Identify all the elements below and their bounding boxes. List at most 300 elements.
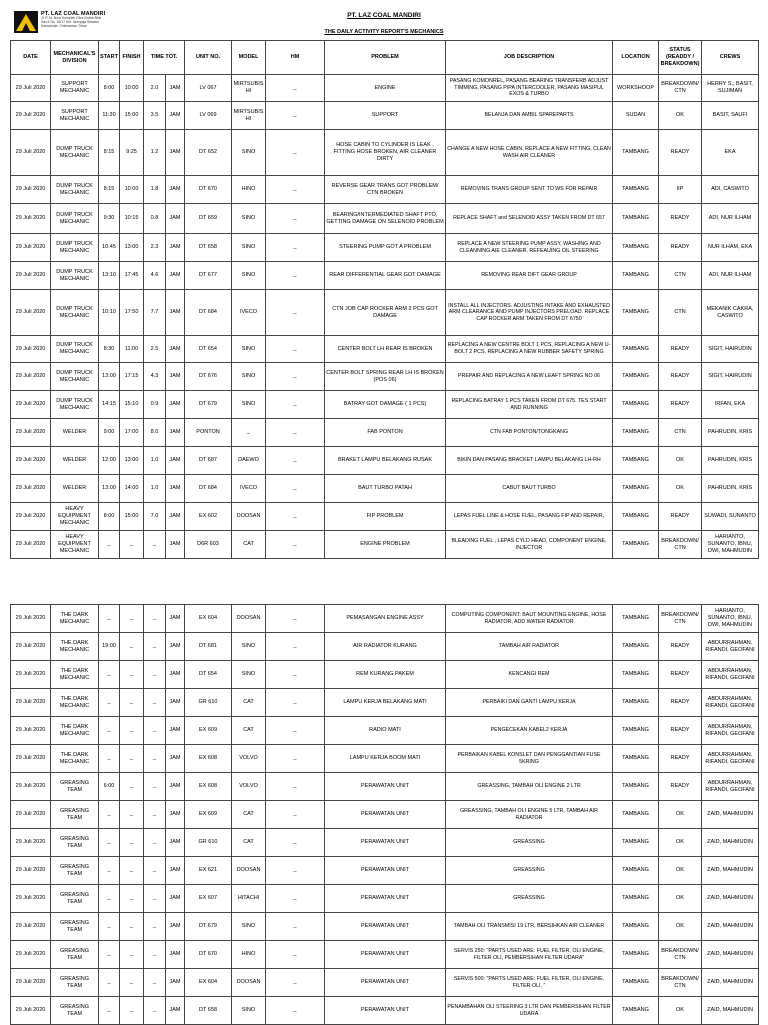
- cell-time-total: _: [144, 885, 166, 913]
- table-row: [11, 204, 759, 234]
- cell-problem: ENGINE PROBLEM: [325, 531, 446, 559]
- cell-status: BREAKDOWN/CTN: [659, 605, 702, 633]
- cell-date: 29 Juli 2020: [11, 503, 51, 531]
- cell-start: 8:15: [99, 130, 120, 176]
- cell-hm: _: [266, 531, 325, 559]
- logo-company-name: PT. LAZ COAL MANDIRI: [41, 11, 106, 17]
- cell-model: SINO: [232, 262, 266, 290]
- cell-model: MIRTSUBISHI: [232, 102, 266, 130]
- cell-problem: BRAKET LAMPU BELAKANG RUSAK: [325, 447, 446, 475]
- cell-status: CTN: [659, 290, 702, 336]
- cell-crews: ZAID, MAHMUDIN: [702, 885, 759, 913]
- logo-company-address: Jl. P. M. Noor Komplek Citra Graha Blok Kav.3 No. 16/17 Kel. Sempaja Selatan Samarinda - Kalimantan Timur: [41, 16, 102, 28]
- cell-division: DUMP TRUCK MECHANIC: [51, 204, 99, 234]
- cell-start: _: [99, 885, 120, 913]
- cell-model: HINO: [232, 176, 266, 204]
- cell-finish: 15:00: [120, 102, 144, 130]
- cell-status: CTN: [659, 262, 702, 290]
- cell-hm: _: [266, 773, 325, 801]
- cell-model: CAT: [232, 717, 266, 745]
- table-row: [11, 633, 759, 661]
- cell-problem: AIR RADIATOR KURANG: [325, 633, 446, 661]
- cell-job-description: REMOVING REAR DIFT GEAR GROUP: [446, 262, 613, 290]
- cell-location: TAMBANG: [613, 363, 659, 391]
- cell-hm: _: [266, 997, 325, 1025]
- cell-unit-no: D6R 603: [185, 531, 232, 559]
- cell-status: OK: [659, 447, 702, 475]
- cell-crews: ABDURRAHMAN, RIFANDI, GEOFANI: [702, 717, 759, 745]
- cell-status: READY: [659, 363, 702, 391]
- cell-model: SINO: [232, 234, 266, 262]
- cell-crews: HERRY S., BASIT, SUJIMAN: [702, 75, 759, 102]
- cell-date: 29 Juli 2020: [11, 689, 51, 717]
- cell-model: DOOSAN: [232, 969, 266, 997]
- cell-time-total: _: [144, 913, 166, 941]
- cell-time-unit: JAM: [166, 75, 185, 102]
- table-row: [11, 503, 759, 531]
- cell-unit-no: EX 607: [185, 885, 232, 913]
- cell-hm: _: [266, 447, 325, 475]
- cell-hm: _: [266, 969, 325, 997]
- table-row: [11, 475, 759, 503]
- cell-status: BREAKDOWN/CTN: [659, 969, 702, 997]
- cell-finish: 15:10: [120, 391, 144, 419]
- cell-time-total: 4.3: [144, 363, 166, 391]
- cell-division: GREASING TEAM: [51, 913, 99, 941]
- cell-hm: _: [266, 204, 325, 234]
- cell-location: TAMBANG: [613, 969, 659, 997]
- cell-division: DUMP TRUCK MECHANIC: [51, 391, 99, 419]
- cell-status: BREAKDOWN/CTN: [659, 531, 702, 559]
- cell-hm: _: [266, 475, 325, 503]
- cell-problem: LAMPU KERJA BELAKANG MATI: [325, 689, 446, 717]
- cell-model: DOOSAN: [232, 605, 266, 633]
- cell-unit-no: DT 654: [185, 336, 232, 363]
- cell-problem: PERAWATAN UNIT: [325, 969, 446, 997]
- cell-finish: 15:00: [120, 503, 144, 531]
- cell-hm: _: [266, 801, 325, 829]
- cell-start: 9:30: [99, 204, 120, 234]
- cell-job-description: PENGECEKAN KABEL2 KERJA: [446, 717, 613, 745]
- cell-job-description: CHANGE A NEW HOSE CABIN, REPLACE A NEW FITTING, CLEAN WASH AIR CLEANER: [446, 130, 613, 176]
- cell-start: 13:00: [99, 363, 120, 391]
- cell-problem: REM KURANG PAKEM: [325, 661, 446, 689]
- cell-time-unit: JAM: [166, 102, 185, 130]
- cell-date: 29 Juli 2020: [11, 391, 51, 419]
- table-row: [11, 336, 759, 363]
- cell-location: TAMBANG: [613, 503, 659, 531]
- cell-time-total: 1.2: [144, 130, 166, 176]
- cell-location: TAMBANG: [613, 130, 659, 176]
- cell-division: WELDER: [51, 447, 99, 475]
- cell-status: READY: [659, 717, 702, 745]
- cell-job-description: GREASSING: [446, 857, 613, 885]
- cell-time-total: _: [144, 969, 166, 997]
- cell-status: READY: [659, 204, 702, 234]
- cell-location: TAMBANG: [613, 336, 659, 363]
- cell-hm: _: [266, 885, 325, 913]
- cell-model: DAEWO: [232, 447, 266, 475]
- table-row: [11, 913, 759, 941]
- cell-finish: 14:00: [120, 475, 144, 503]
- cell-division: DUMP TRUCK MECHANIC: [51, 363, 99, 391]
- cell-unit-no: EX 604: [185, 969, 232, 997]
- cell-location: TAMBANG: [613, 773, 659, 801]
- cell-job-description: SERVIS 500: "PARTS USED ARE: FUEL FILTER, OLI ENGINE, FILTER OLI, ": [446, 969, 613, 997]
- cell-finish: 11:00: [120, 336, 144, 363]
- cell-time-total: 7.7: [144, 290, 166, 336]
- cell-status: READY: [659, 391, 702, 419]
- table-row: [11, 885, 759, 913]
- cell-time-unit: JAM: [166, 829, 185, 857]
- cell-model: VOLVO: [232, 745, 266, 773]
- cell-job-description: GREASSING: [446, 885, 613, 913]
- cell-hm: _: [266, 363, 325, 391]
- cell-crews: HARIANTO, SUNANTO, IBNU, DWI, MAHMUDIN: [702, 605, 759, 633]
- cell-date: 29 Juli 2020: [11, 447, 51, 475]
- cell-crews: ZAID, MAHMUDIN: [702, 913, 759, 941]
- cell-start: _: [99, 745, 120, 773]
- cell-location: TAMBANG: [613, 857, 659, 885]
- cell-date: 29 Juli 2020: [11, 745, 51, 773]
- cell-time-unit: JAM: [166, 661, 185, 689]
- cell-time-unit: JAM: [166, 363, 185, 391]
- cell-division: GREASING TEAM: [51, 801, 99, 829]
- cell-unit-no: DT 652: [185, 130, 232, 176]
- cell-location: TAMBANG: [613, 531, 659, 559]
- cell-division: DUMP TRUCK MECHANIC: [51, 336, 99, 363]
- cell-start: 10:45: [99, 234, 120, 262]
- cell-job-description: TAMBAH AIR RADIATOR: [446, 633, 613, 661]
- cell-time-unit: JAM: [166, 997, 185, 1025]
- cell-status: OK: [659, 829, 702, 857]
- cell-division: SUPPORT MECHANIC: [51, 75, 99, 102]
- cell-finish: _: [120, 857, 144, 885]
- cell-problem: PERAWATAN UNIT: [325, 773, 446, 801]
- cell-date: 29 Juli 2020: [11, 661, 51, 689]
- cell-problem: HOSE CABIN TO CYLINDER IS LEAK , FITTING HOSE BROKEN, AIR CLEANER DIRTY: [325, 130, 446, 176]
- cell-unit-no: LV 069: [185, 102, 232, 130]
- cell-location: TAMBANG: [613, 475, 659, 503]
- cell-unit-no: LV 067: [185, 75, 232, 102]
- cell-problem: PERAWATAN UNIT: [325, 913, 446, 941]
- table-row: [11, 997, 759, 1025]
- table-row: [11, 176, 759, 204]
- cell-crews: ZAID, MAHMUDIN: [702, 801, 759, 829]
- cell-model: CAT: [232, 801, 266, 829]
- cell-job-description: BELANJA DAN AMBIL SPAREPARTS: [446, 102, 613, 130]
- cell-division: THE DARK MECHANIC: [51, 689, 99, 717]
- cell-status: BREAKDOWN/CTN: [659, 75, 702, 102]
- cell-status: READY: [659, 745, 702, 773]
- cell-model: HITACHI: [232, 885, 266, 913]
- cell-crews: ZAID, MAHMUDIN: [702, 969, 759, 997]
- cell-model: SINO: [232, 633, 266, 661]
- cell-time-total: 0.9: [144, 391, 166, 419]
- cell-division: GREASING TEAM: [51, 941, 99, 969]
- cell-division: THE DARK MECHANIC: [51, 633, 99, 661]
- cell-hm: _: [266, 503, 325, 531]
- cell-start: _: [99, 661, 120, 689]
- cell-location: TAMBANG: [613, 941, 659, 969]
- cell-start: _: [99, 531, 120, 559]
- table-row: [11, 689, 759, 717]
- cell-job-description: BIKIN DAN PASANG BRACKET LAMPU BELAKANG LH-RH: [446, 447, 613, 475]
- cell-date: 29 Juli 2020: [11, 773, 51, 801]
- cell-division: DUMP TRUCK MECHANIC: [51, 290, 99, 336]
- cell-division: SUPPORT MECHANIC: [51, 102, 99, 130]
- cell-time-total: _: [144, 605, 166, 633]
- table-row: [11, 419, 759, 447]
- cell-job-description: REPLACE A NEW STEERING PUMP ASSY, WASHING AND CLEANNING AIE CLEANER. REFEAUING OIL STEERING: [446, 234, 613, 262]
- cell-model: SINO: [232, 997, 266, 1025]
- cell-time-total: _: [144, 829, 166, 857]
- cell-finish: _: [120, 661, 144, 689]
- cell-unit-no: DT 681: [185, 633, 232, 661]
- cell-finish: 9:25: [120, 130, 144, 176]
- cell-date: 29 Juli 2020: [11, 102, 51, 130]
- header-location: LOCATION: [613, 41, 659, 75]
- cell-model: _: [232, 419, 266, 447]
- cell-date: 29 Juli 2020: [11, 176, 51, 204]
- cell-time-total: _: [144, 717, 166, 745]
- cell-time-total: 3.5: [144, 102, 166, 130]
- cell-unit-no: DT 670: [185, 176, 232, 204]
- cell-division: DUMP TRUCK MECHANIC: [51, 234, 99, 262]
- cell-time-total: 1.8: [144, 176, 166, 204]
- cell-division: DUMP TRUCK MECHANIC: [51, 176, 99, 204]
- cell-location: TAMBANG: [613, 829, 659, 857]
- cell-status: READY: [659, 773, 702, 801]
- cell-job-description: PENAMBAHAN OLI STEERING 3 LTR DAN PEMBERSIHAN FILTER UDARA: [446, 997, 613, 1025]
- cell-job-description: GREASSING, TAMBAH OLI ENGINE 5 LTR, TAMBAH AIR RADIATOR: [446, 801, 613, 829]
- cell-hm: _: [266, 661, 325, 689]
- cell-division: WELDER: [51, 475, 99, 503]
- cell-division: GREASING TEAM: [51, 885, 99, 913]
- cell-crews: ABDURRAHMAN, RIFANDI, GEOFANI: [702, 661, 759, 689]
- cell-time-total: _: [144, 531, 166, 559]
- cell-crews: PAHRUDIN, KRIS: [702, 447, 759, 475]
- cell-start: _: [99, 717, 120, 745]
- header-crews: CREWS: [702, 41, 759, 75]
- cell-crews: SUWADI, SUNANTO: [702, 503, 759, 531]
- cell-status: READY: [659, 661, 702, 689]
- cell-date: 29 Juli 2020: [11, 336, 51, 363]
- cell-model: SINO: [232, 913, 266, 941]
- cell-location: TAMBANG: [613, 661, 659, 689]
- cell-time-total: 0.8: [144, 204, 166, 234]
- cell-model: SINO: [232, 130, 266, 176]
- cell-finish: 17:00: [120, 419, 144, 447]
- cell-unit-no: DT 684: [185, 475, 232, 503]
- cell-finish: 17:15: [120, 363, 144, 391]
- cell-unit-no: EX 602: [185, 503, 232, 531]
- table-row: [11, 447, 759, 475]
- table-row: [11, 234, 759, 262]
- table-row: [11, 857, 759, 885]
- report-sheet-page-2: [10, 604, 758, 1025]
- table-body-page-1: [11, 75, 759, 559]
- cell-problem: CTN JOB CAP ROCKER ARM 2 PCS GOT DAMAGE: [325, 290, 446, 336]
- cell-problem: PERAWATAN UNIT: [325, 997, 446, 1025]
- header-status: STATUS (READDY / BREAKDOWN): [659, 41, 702, 75]
- cell-time-unit: JAM: [166, 745, 185, 773]
- table-row: [11, 531, 759, 559]
- cell-time-total: _: [144, 661, 166, 689]
- cell-problem: REVERSE GEAR TRANS GOT PROBLEM/ CTN BROKEN: [325, 176, 446, 204]
- cell-date: 29 Juli 2020: [11, 997, 51, 1025]
- cell-time-total: 2.0: [144, 75, 166, 102]
- header-hm: HM: [266, 41, 325, 75]
- cell-model: SINO: [232, 391, 266, 419]
- cell-job-description: CTN FAB PONTON/TONGKANG: [446, 419, 613, 447]
- cell-model: CAT: [232, 689, 266, 717]
- cell-problem: BEARING/INTERMEDIATED SHAFT PTO, GETTING DAMAGE ON SELENOID PROBLEM: [325, 204, 446, 234]
- cell-hm: _: [266, 633, 325, 661]
- cell-start: 8:00: [99, 503, 120, 531]
- cell-crews: ZAID, MAHMUDIN: [702, 941, 759, 969]
- cell-start: _: [99, 829, 120, 857]
- cell-time-unit: JAM: [166, 419, 185, 447]
- cell-unit-no: DT 679: [185, 391, 232, 419]
- cell-finish: _: [120, 531, 144, 559]
- cell-status: OK: [659, 885, 702, 913]
- cell-finish: _: [120, 801, 144, 829]
- cell-time-unit: JAM: [166, 857, 185, 885]
- cell-start: 8:00: [99, 75, 120, 102]
- header-division: MECHANICAL'S DIVISION: [51, 41, 99, 75]
- cell-time-total: _: [144, 997, 166, 1025]
- cell-model: HINO: [232, 941, 266, 969]
- cell-hm: _: [266, 829, 325, 857]
- cell-finish: _: [120, 941, 144, 969]
- cell-hm: _: [266, 290, 325, 336]
- cell-time-total: _: [144, 633, 166, 661]
- cell-date: 29 Juli 2020: [11, 633, 51, 661]
- cell-crews: IRFAN, EKA: [702, 391, 759, 419]
- cell-unit-no: DT 687: [185, 447, 232, 475]
- cell-time-unit: JAM: [166, 290, 185, 336]
- cell-job-description: REPLACE SHAFT and SELENOID ASSY TAKEN FROM DT 657: [446, 204, 613, 234]
- cell-time-unit: JAM: [166, 941, 185, 969]
- cell-time-total: 1.0: [144, 447, 166, 475]
- cell-problem: PERAWATAN UNIT: [325, 941, 446, 969]
- cell-status: READY: [659, 503, 702, 531]
- cell-date: 29 Juli 2020: [11, 262, 51, 290]
- cell-time-unit: JAM: [166, 605, 185, 633]
- cell-crews: ZAID, MAHMUDIN: [702, 857, 759, 885]
- cell-model: SINO: [232, 661, 266, 689]
- cell-problem: BAUT TURBO PATAH: [325, 475, 446, 503]
- cell-finish: _: [120, 689, 144, 717]
- cell-crews: NUR ILHAM, EKA: [702, 234, 759, 262]
- table-row: [11, 391, 759, 419]
- cell-hm: _: [266, 745, 325, 773]
- cell-status: OK: [659, 997, 702, 1025]
- cell-problem: FAB PONTON: [325, 419, 446, 447]
- cell-finish: _: [120, 913, 144, 941]
- cell-unit-no: DT 677: [185, 262, 232, 290]
- cell-time-total: _: [144, 773, 166, 801]
- cell-date: 29 Juli 2020: [11, 801, 51, 829]
- cell-unit-no: PONTON: [185, 419, 232, 447]
- cell-time-total: 7.0: [144, 503, 166, 531]
- header-job-description: JOB DESCRIPTION: [446, 41, 613, 75]
- cell-division: DUMP TRUCK MECHANIC: [51, 262, 99, 290]
- cell-finish: _: [120, 717, 144, 745]
- cell-location: TAMBANG: [613, 745, 659, 773]
- cell-date: 29 Juli 2020: [11, 290, 51, 336]
- cell-location: TAMBANG: [613, 997, 659, 1025]
- cell-job-description: REPLACING A NEW CENTRE BOLT 1 PCS, REPLACING A NEW U-BOLT 2 PCS, REPLACING A NEW RUBBER SAFETY SPRING: [446, 336, 613, 363]
- cell-location: TAMBANG: [613, 176, 659, 204]
- cell-hm: _: [266, 913, 325, 941]
- cell-time-unit: JAM: [166, 176, 185, 204]
- cell-division: GREASING TEAM: [51, 773, 99, 801]
- table-body-page-2: [11, 605, 759, 1025]
- cell-hm: _: [266, 102, 325, 130]
- cell-status: OK: [659, 475, 702, 503]
- cell-date: 29 Juli 2020: [11, 363, 51, 391]
- cell-unit-no: EX 604: [185, 605, 232, 633]
- cell-start: _: [99, 857, 120, 885]
- cell-model: SINO: [232, 336, 266, 363]
- cell-start: 14:15: [99, 391, 120, 419]
- cell-time-total: 2.3: [144, 234, 166, 262]
- cell-time-unit: JAM: [166, 234, 185, 262]
- cell-date: 29 Juli 2020: [11, 475, 51, 503]
- cell-division: THE DARK MECHANIC: [51, 745, 99, 773]
- cell-model: MIRTSUBISHI: [232, 75, 266, 102]
- cell-hm: _: [266, 176, 325, 204]
- cell-unit-no: DT 679: [185, 913, 232, 941]
- cell-model: VOLVO: [232, 773, 266, 801]
- cell-finish: 10:15: [120, 204, 144, 234]
- cell-problem: FIP PROBLEM: [325, 503, 446, 531]
- table-row: [11, 262, 759, 290]
- header-unit-no: UNIT NO.: [185, 41, 232, 75]
- cell-time-total: _: [144, 745, 166, 773]
- cell-job-description: GREASSING: [446, 829, 613, 857]
- cell-problem: LAMPU KERJA BOOM MATI: [325, 745, 446, 773]
- cell-date: 29 Juli 2020: [11, 605, 51, 633]
- cell-time-total: 2.5: [144, 336, 166, 363]
- cell-crews: ABDURRAHMAN, RIFANDI, GEOFANI: [702, 633, 759, 661]
- cell-hm: _: [266, 689, 325, 717]
- cell-crews: ZAID, MAHMUDIN: [702, 997, 759, 1025]
- cell-finish: 17:50: [120, 290, 144, 336]
- cell-date: 29 Juli 2020: [11, 885, 51, 913]
- cell-hm: _: [266, 234, 325, 262]
- cell-time-unit: JAM: [166, 204, 185, 234]
- cell-start: 13:00: [99, 475, 120, 503]
- cell-date: 29 Juli 2020: [11, 204, 51, 234]
- cell-start: 8:15: [99, 176, 120, 204]
- header-problem: PROBLEM: [325, 41, 446, 75]
- cell-location: TAMBANG: [613, 689, 659, 717]
- cell-problem: PERAWATAN UNIT: [325, 829, 446, 857]
- cell-time-unit: JAM: [166, 531, 185, 559]
- activity-table-page-1: [10, 40, 759, 559]
- cell-location: TAMBANG: [613, 290, 659, 336]
- cell-problem: REAR DIFFERENTIAL GEAR GOT DAMAGE: [325, 262, 446, 290]
- cell-division: THE DARK MECHANIC: [51, 717, 99, 745]
- cell-division: GREASING TEAM: [51, 857, 99, 885]
- cell-location: TAMBANG: [613, 419, 659, 447]
- cell-location: TAMBANG: [613, 234, 659, 262]
- cell-crews: ADI, NUR ILHAM: [702, 262, 759, 290]
- cell-job-description: LEPAS FUEL LINE & HOSE FUEL, PASANG FIP AND REPAIR,: [446, 503, 613, 531]
